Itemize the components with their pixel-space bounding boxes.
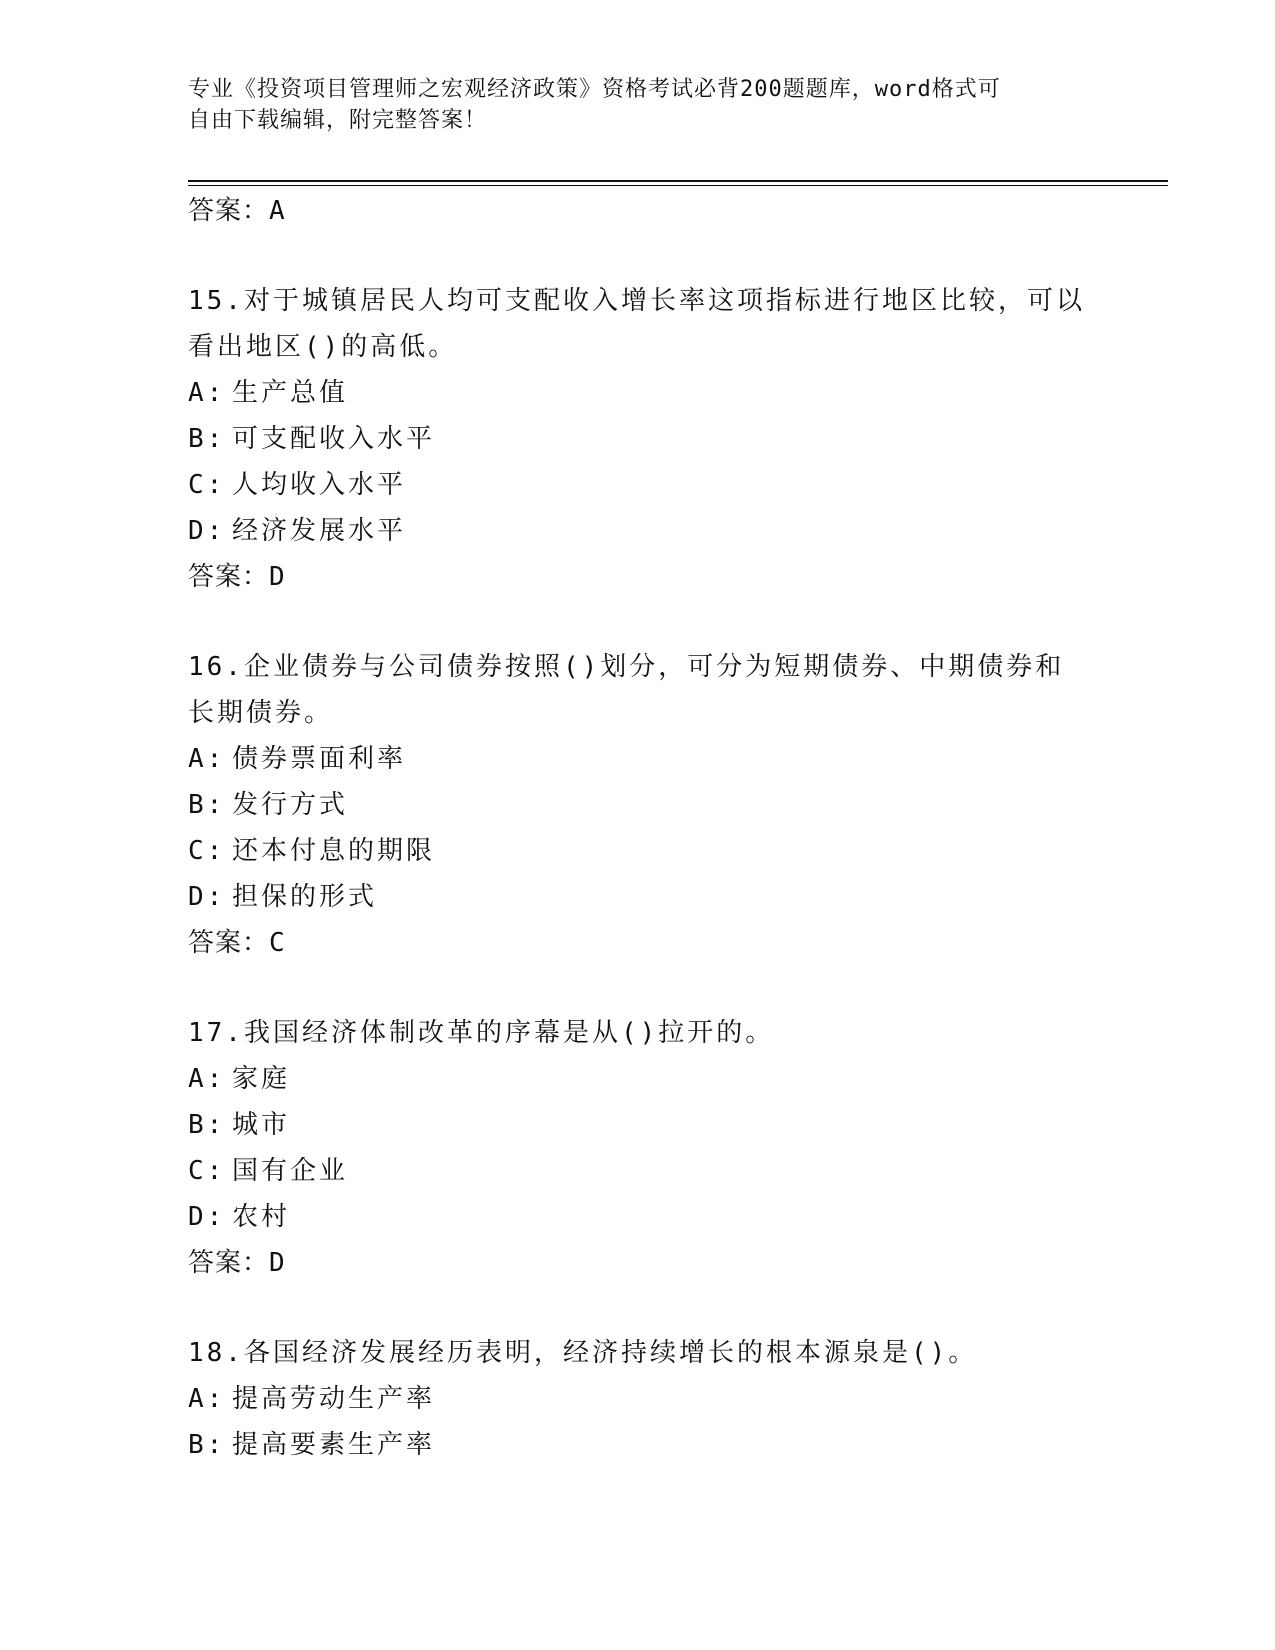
option-letter: D: — [188, 1202, 226, 1232]
question-17 — [188, 1010, 1088, 1286]
option-c — [188, 462, 1088, 508]
option-b — [188, 1422, 1088, 1468]
question-16 — [188, 644, 1088, 966]
answer-value: D — [269, 562, 286, 592]
option-text: 家庭 — [232, 1064, 291, 1094]
answer-value: D — [269, 1248, 286, 1278]
answer-line — [188, 554, 1088, 600]
question-text: 16.企业债券与公司债券按照()划分，可分为短期债券、中期债券和长期债券。 — [188, 652, 1065, 728]
option-letter: A: — [188, 1384, 226, 1414]
option-d — [188, 874, 1088, 920]
question-18 — [188, 1330, 1088, 1468]
option-text: 人均收入水平 — [232, 470, 407, 500]
answer-line — [188, 188, 1088, 234]
option-b — [188, 416, 1088, 462]
option-letter: A: — [188, 744, 226, 774]
answer-value: C — [269, 928, 286, 958]
question-list — [188, 188, 1088, 1468]
question-text: 17.我国经济体制改革的序幕是从()拉开的。 — [188, 1018, 775, 1048]
option-letter: A: — [188, 1064, 226, 1094]
option-letter: B: — [188, 424, 226, 454]
spacer — [188, 234, 1088, 278]
option-letter: B: — [188, 1430, 226, 1460]
option-c — [188, 1148, 1088, 1194]
answer-line — [188, 920, 1088, 966]
question-text: 15.对于城镇居民人均可支配收入增长率这项指标进行地区比较，可以看出地区()的高低。 — [188, 286, 1085, 362]
option-a — [188, 1056, 1088, 1102]
header-line-2: 自由下载编辑，附完整答案！ — [188, 108, 488, 133]
document-header — [188, 74, 1068, 136]
option-text: 农村 — [232, 1202, 291, 1232]
spacer — [188, 600, 1088, 644]
option-text: 国有企业 — [232, 1156, 349, 1186]
option-a — [188, 1376, 1088, 1422]
spacer — [188, 966, 1088, 1010]
option-letter: A: — [188, 378, 226, 408]
answer-label: 答案： — [188, 1248, 270, 1278]
answer-line — [188, 1240, 1088, 1286]
option-letter: C: — [188, 1156, 226, 1186]
option-letter: B: — [188, 1110, 226, 1140]
question-15 — [188, 278, 1088, 600]
option-text: 生产总值 — [232, 378, 349, 408]
question-text: 18.各国经济发展经历表明，经济持续增长的根本源泉是()。 — [188, 1338, 978, 1368]
option-b — [188, 782, 1088, 828]
answer-label: 答案： — [188, 562, 270, 592]
header-divider — [188, 180, 1168, 182]
option-letter: B: — [188, 790, 226, 820]
answer-label: 答案： — [188, 928, 270, 958]
option-letter: C: — [188, 470, 226, 500]
option-text: 担保的形式 — [232, 882, 378, 912]
option-text: 债券票面利率 — [232, 744, 407, 774]
option-text: 经济发展水平 — [232, 516, 407, 546]
option-d — [188, 508, 1088, 554]
option-text: 城市 — [232, 1110, 291, 1140]
option-a — [188, 370, 1088, 416]
answer-label: 答案： — [188, 196, 270, 226]
spacer — [188, 1286, 1088, 1330]
option-letter: D: — [188, 882, 226, 912]
option-text: 还本付息的期限 — [232, 836, 436, 866]
answer-value: A — [269, 196, 286, 226]
option-text: 提高要素生产率 — [232, 1430, 436, 1460]
header-line-1: 专业《投资项目管理师之宏观经济政策》资格考试必背200题题库，word格式可 — [188, 77, 1001, 102]
header-divider-thin — [188, 185, 1168, 186]
option-letter: D: — [188, 516, 226, 546]
option-text: 提高劳动生产率 — [232, 1384, 436, 1414]
option-letter: C: — [188, 836, 226, 866]
option-text: 发行方式 — [232, 790, 349, 820]
option-c — [188, 828, 1088, 874]
option-d — [188, 1194, 1088, 1240]
option-b — [188, 1102, 1088, 1148]
option-text: 可支配收入水平 — [232, 424, 436, 454]
option-a — [188, 736, 1088, 782]
